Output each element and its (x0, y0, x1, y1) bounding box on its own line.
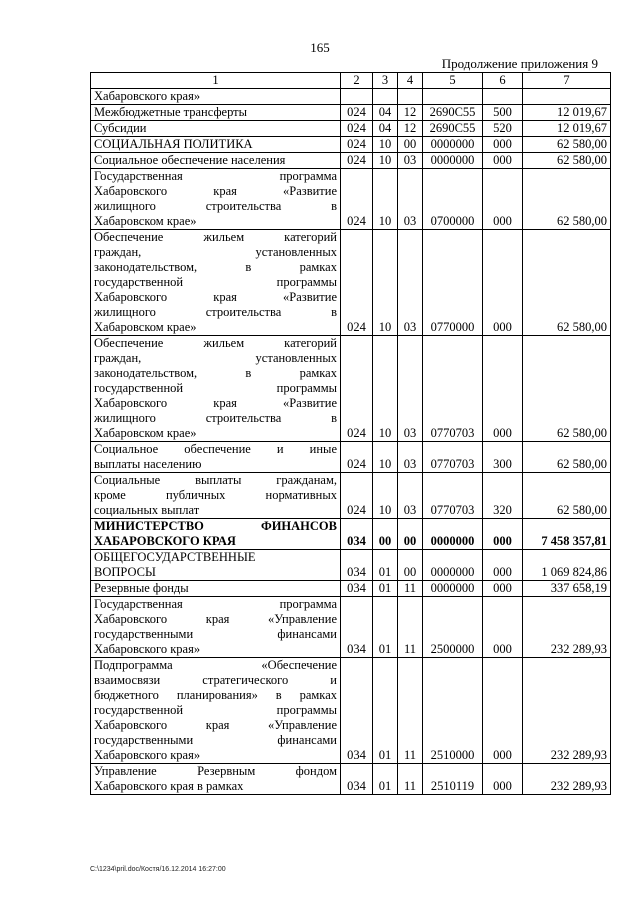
amount-cell: 62 580,00 (523, 230, 611, 336)
target-article-cell: 0000000 (423, 581, 483, 597)
row-name-line: взаимосвязи стратегического и (94, 673, 337, 687)
row-name-line: Социальные выплаты гражданам, (94, 473, 337, 487)
chapter-code-cell: 024 (341, 442, 373, 473)
subsection-code-cell: 00 (398, 550, 423, 581)
row-name-cell (91, 597, 341, 658)
row-name-line: Государственная программа (94, 597, 337, 611)
row-name-line: государственными финансами (94, 627, 337, 641)
row-name-line: ХАБАРОВСКОГО КРАЯ (94, 534, 236, 548)
row-name-line: Хабаровского края» (94, 89, 201, 103)
row-name-line: граждан, установленных (94, 245, 337, 259)
table-row (91, 658, 611, 764)
section-code-cell: 01 (373, 764, 398, 795)
subsection-code-cell: 03 (398, 473, 423, 519)
column-header: 1 (91, 73, 341, 89)
target-article-cell: 0700000 (423, 169, 483, 230)
amount-cell: 232 289,93 (523, 597, 611, 658)
section-code-cell: 04 (373, 121, 398, 137)
row-name-line: Резервные фонды (94, 581, 189, 595)
target-article-cell: 0770703 (423, 336, 483, 442)
column-header: 6 (483, 73, 523, 89)
subsection-code-cell: 11 (398, 597, 423, 658)
row-name-line: Хабаровском крае» (94, 320, 197, 334)
chapter-code-cell: 024 (341, 230, 373, 336)
row-name-line: государственной программы (94, 275, 337, 289)
target-article-cell: 2500000 (423, 597, 483, 658)
file-path-footer: C:\1234\pril.doc/Костя/16.12.2014 16:27:00 (90, 866, 226, 873)
subsection-code-cell: 11 (398, 764, 423, 795)
column-header: 7 (523, 73, 611, 89)
row-name-line: ВОПРОСЫ (94, 565, 156, 579)
amount-cell: 232 289,93 (523, 658, 611, 764)
subsection-code-cell: 12 (398, 105, 423, 121)
section-code-cell (373, 89, 398, 105)
amount-cell (523, 89, 611, 105)
subsection-code-cell: 11 (398, 658, 423, 764)
table-row (91, 764, 611, 795)
section-code-cell: 10 (373, 442, 398, 473)
section-code-cell: 10 (373, 137, 398, 153)
subsection-code-cell: 03 (398, 230, 423, 336)
target-article-cell: 0000000 (423, 550, 483, 581)
table-header-row (91, 73, 611, 89)
row-name-line: СОЦИАЛЬНАЯ ПОЛИТИКА (94, 137, 253, 151)
target-article-cell: 0000000 (423, 153, 483, 169)
expense-type-cell: 000 (483, 336, 523, 442)
chapter-code-cell: 024 (341, 105, 373, 121)
table-row (91, 169, 611, 230)
section-code-cell: 10 (373, 336, 398, 442)
table-row (91, 581, 611, 597)
row-name-line: Хабаровского края «Развитие (94, 396, 337, 410)
row-name-line: социальных выплат (94, 503, 200, 517)
section-code-cell: 04 (373, 105, 398, 121)
chapter-code-cell: 034 (341, 550, 373, 581)
amount-cell: 12 019,67 (523, 105, 611, 121)
row-name-cell (91, 519, 341, 550)
row-name-line: ОБЩЕГОСУДАРСТВЕННЫЕ (94, 550, 256, 564)
chapter-code-cell: 034 (341, 764, 373, 795)
target-article-cell: 2690С55 (423, 105, 483, 121)
row-name-line: Хабаровском крае» (94, 426, 197, 440)
row-name-line: государственными финансами (94, 733, 337, 747)
subsection-code-cell: 00 (398, 519, 423, 550)
amount-cell: 232 289,93 (523, 764, 611, 795)
amount-cell: 1 069 824,86 (523, 550, 611, 581)
target-article-cell: 0770703 (423, 442, 483, 473)
amount-cell: 62 580,00 (523, 169, 611, 230)
row-name-line: законодательством, в рамках (94, 260, 337, 274)
section-code-cell: 00 (373, 519, 398, 550)
row-name-line: Хабаровского края «Развитие (94, 290, 337, 304)
chapter-code-cell: 024 (341, 473, 373, 519)
row-name-line: Хабаровского края» (94, 748, 201, 762)
row-name-line: Субсидии (94, 121, 147, 135)
table-row (91, 137, 611, 153)
chapter-code-cell: 034 (341, 658, 373, 764)
table-row (91, 105, 611, 121)
expense-type-cell (483, 89, 523, 105)
row-name-cell (91, 230, 341, 336)
table-row (91, 89, 611, 105)
row-name-line: жилищного строительства в (94, 199, 337, 213)
row-name-line: законодательством, в рамках (94, 366, 337, 380)
expense-type-cell: 300 (483, 442, 523, 473)
table-row (91, 473, 611, 519)
amount-cell: 62 580,00 (523, 153, 611, 169)
row-name-line: Хабаровском крае» (94, 214, 197, 228)
budget-table-body (91, 89, 611, 795)
expense-type-cell: 320 (483, 473, 523, 519)
row-name-cell (91, 581, 341, 597)
expense-type-cell: 000 (483, 597, 523, 658)
appendix-label: Продолжение приложения 9 (441, 56, 598, 71)
amount-cell: 337 658,19 (523, 581, 611, 597)
expense-type-cell: 000 (483, 169, 523, 230)
chapter-code-cell (341, 89, 373, 105)
section-code-cell: 01 (373, 550, 398, 581)
amount-cell: 12 019,67 (523, 121, 611, 137)
expense-type-cell: 000 (483, 153, 523, 169)
row-name-line: кроме публичных нормативных (94, 488, 337, 502)
row-name-line: граждан, установленных (94, 351, 337, 365)
row-name-cell (91, 121, 341, 137)
subsection-code-cell: 11 (398, 581, 423, 597)
subsection-code-cell: 00 (398, 137, 423, 153)
row-name-line: Управление Резервным фондом (94, 764, 337, 778)
section-code-cell: 01 (373, 658, 398, 764)
chapter-code-cell: 034 (341, 581, 373, 597)
row-name-line: Хабаровского края «Развитие (94, 184, 337, 198)
row-name-cell (91, 442, 341, 473)
target-article-cell (423, 89, 483, 105)
expense-type-cell: 520 (483, 121, 523, 137)
target-article-cell: 0000000 (423, 519, 483, 550)
row-name-cell (91, 105, 341, 121)
row-name-cell (91, 89, 341, 105)
row-name-line: Хабаровского края «Управление (94, 718, 337, 732)
row-name-cell (91, 336, 341, 442)
target-article-cell: 2690С55 (423, 121, 483, 137)
row-name-cell (91, 137, 341, 153)
table-row (91, 519, 611, 550)
amount-cell: 62 580,00 (523, 137, 611, 153)
row-name-cell (91, 153, 341, 169)
chapter-code-cell: 024 (341, 121, 373, 137)
budget-table (90, 72, 611, 795)
row-name-line: Межбюджетные трансферты (94, 105, 248, 119)
section-code-cell: 01 (373, 581, 398, 597)
column-header: 4 (398, 73, 423, 89)
row-name-cell (91, 169, 341, 230)
subsection-code-cell: 03 (398, 336, 423, 442)
amount-cell: 62 580,00 (523, 442, 611, 473)
row-name-cell (91, 764, 341, 795)
chapter-code-cell: 034 (341, 519, 373, 550)
row-name-line: Хабаровского края в рамках (94, 779, 244, 793)
column-header: 5 (423, 73, 483, 89)
row-name-cell (91, 473, 341, 519)
row-name-line: Хабаровского края» (94, 642, 201, 656)
row-name-line: Хабаровского края «Управление (94, 612, 337, 626)
row-name-line: Государственная программа (94, 169, 337, 183)
table-row (91, 597, 611, 658)
subsection-code-cell: 12 (398, 121, 423, 137)
target-article-cell: 0770000 (423, 230, 483, 336)
expense-type-cell: 000 (483, 519, 523, 550)
row-name-line: Подпрограмма «Обеспечение (94, 658, 337, 672)
target-article-cell: 2510119 (423, 764, 483, 795)
chapter-code-cell: 034 (341, 597, 373, 658)
table-row (91, 153, 611, 169)
chapter-code-cell: 024 (341, 153, 373, 169)
row-name-line: Обеспечение жильем категорий (94, 336, 337, 350)
subsection-code-cell (398, 89, 423, 105)
section-code-cell: 10 (373, 169, 398, 230)
expense-type-cell: 000 (483, 581, 523, 597)
expense-type-cell: 500 (483, 105, 523, 121)
table-row (91, 230, 611, 336)
expense-type-cell: 000 (483, 550, 523, 581)
column-header: 2 (341, 73, 373, 89)
section-code-cell: 10 (373, 473, 398, 519)
table-row (91, 121, 611, 137)
expense-type-cell: 000 (483, 230, 523, 336)
row-name-line: государственной программы (94, 703, 337, 717)
chapter-code-cell: 024 (341, 137, 373, 153)
target-article-cell: 0000000 (423, 137, 483, 153)
row-name-line: выплаты населению (94, 457, 202, 471)
row-name-line: Социальное обеспечение населения (94, 153, 286, 167)
target-article-cell: 2510000 (423, 658, 483, 764)
section-code-cell: 10 (373, 230, 398, 336)
page-number: 165 (310, 40, 330, 55)
table-row (91, 336, 611, 442)
table-row (91, 550, 611, 581)
amount-cell: 7 458 357,81 (523, 519, 611, 550)
row-name-line: бюджетного планирования» в рамках (94, 688, 337, 702)
row-name-line: Социальное обеспечение и иные (94, 442, 337, 456)
row-name-line: МИНИСТЕРСТВО ФИНАНСОВ (94, 519, 337, 533)
section-code-cell: 10 (373, 153, 398, 169)
row-name-line: жилищного строительства в (94, 305, 337, 319)
column-header: 3 (373, 73, 398, 89)
expense-type-cell: 000 (483, 658, 523, 764)
section-code-cell: 01 (373, 597, 398, 658)
row-name-line: государственной программы (94, 381, 337, 395)
row-name-cell (91, 658, 341, 764)
amount-cell: 62 580,00 (523, 473, 611, 519)
amount-cell: 62 580,00 (523, 336, 611, 442)
expense-type-cell: 000 (483, 137, 523, 153)
table-row (91, 442, 611, 473)
row-name-line: Обеспечение жильем категорий (94, 230, 337, 244)
row-name-cell (91, 550, 341, 581)
chapter-code-cell: 024 (341, 169, 373, 230)
subsection-code-cell: 03 (398, 169, 423, 230)
chapter-code-cell: 024 (341, 336, 373, 442)
subsection-code-cell: 03 (398, 153, 423, 169)
target-article-cell: 0770703 (423, 473, 483, 519)
expense-type-cell: 000 (483, 764, 523, 795)
subsection-code-cell: 03 (398, 442, 423, 473)
row-name-line: жилищного строительства в (94, 411, 337, 425)
